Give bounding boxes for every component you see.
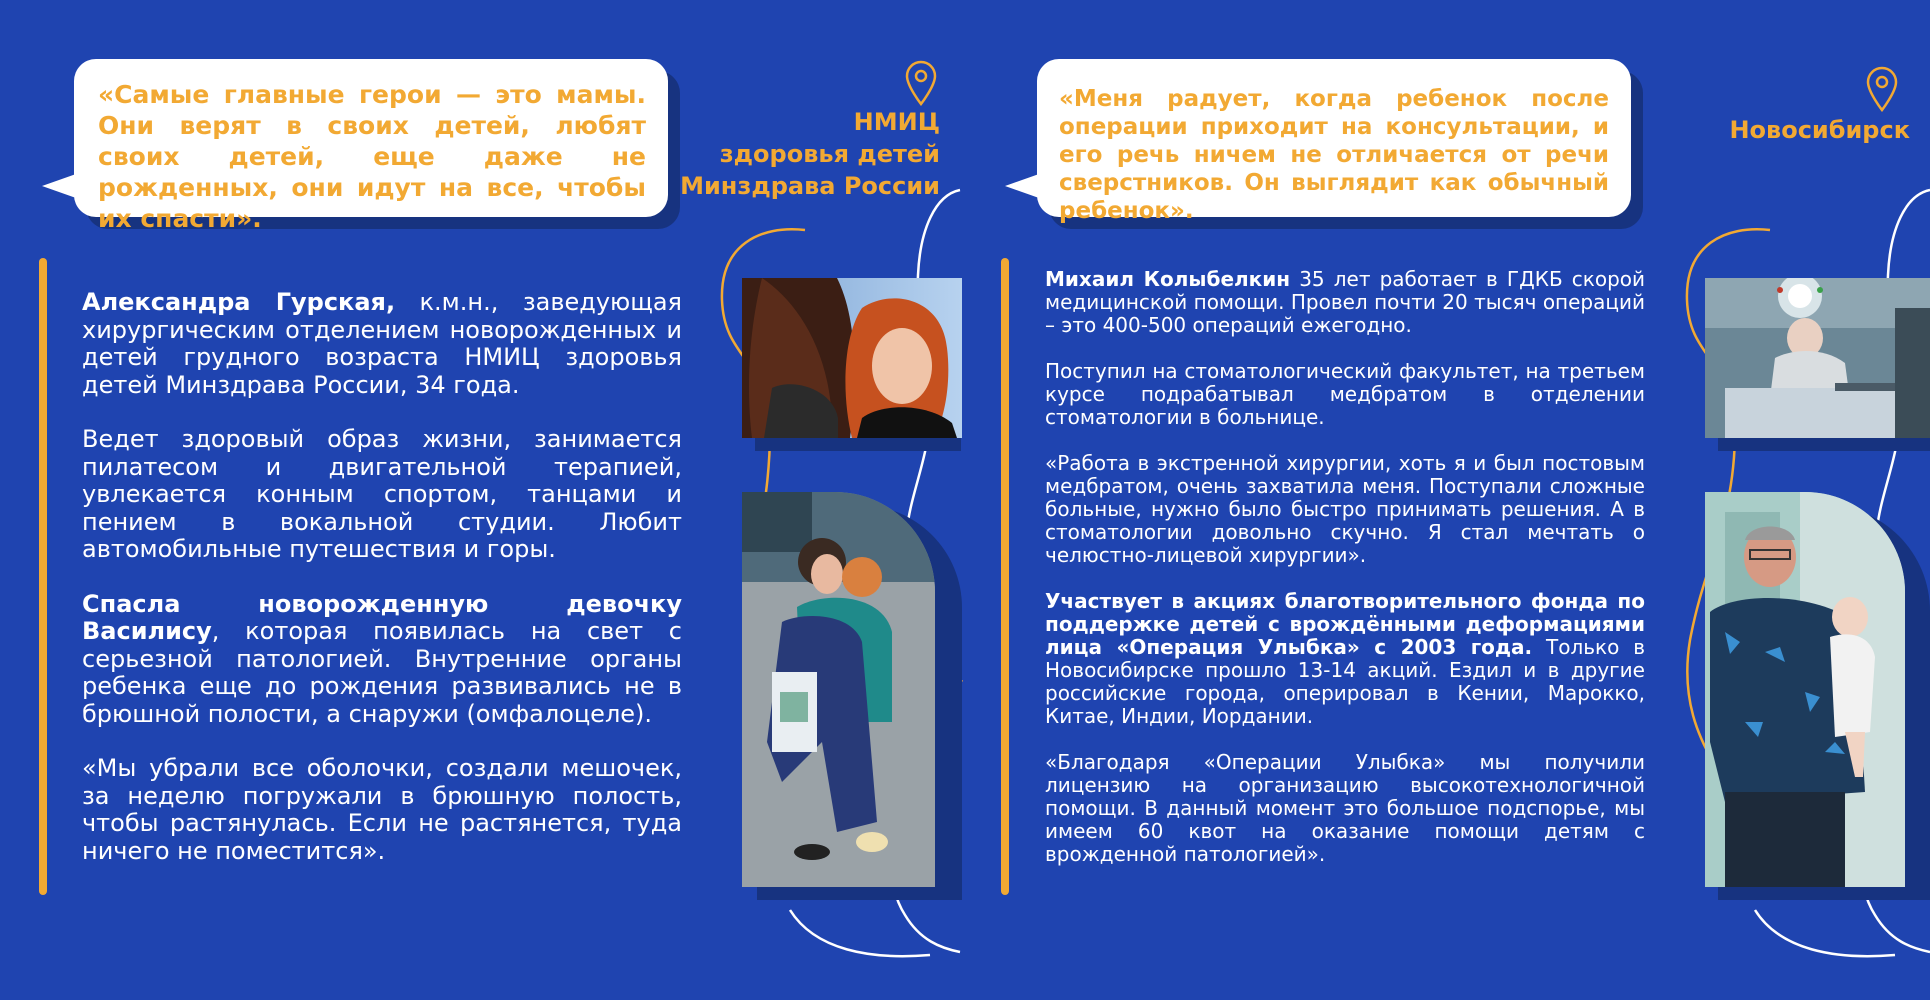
quote-bubble [74,59,668,233]
paragraph-text: Поступил на стоматологический факультет, на третьем курсе подрабатывал медбратом в отделении стоматологии в больнице. [1045,359,1645,429]
photo-surgeon-operating [1705,278,1930,438]
bio-paragraph [82,426,682,564]
paragraph-text: «Работа в экстренной хирургии, хоть я и был постовым медбратом, очень захватила меня. Поступали сложные больные, нужно было быстро принимать решения. А в стоматологии довольно скучно. Я стал мечтать о челюстно-лицевой хирургии». [1045,451,1645,567]
location-line: Новосибирск [1729,116,1910,144]
bio-paragraph [1045,268,1645,337]
bio-paragraph [1045,360,1645,429]
photo-woman-with-child [742,492,935,887]
location-line: НМИЦ [853,108,940,136]
quote-text: «Меня радует, когда ребенок после операции приходит на консультации, и его речь ничем не отличается от речи сверстников. Он выглядит как обычный ребенок». [1059,86,1609,224]
highlight-text: Спасла новорожденную девочку Василису [82,589,682,645]
location-line: Минздрава России [680,172,940,200]
location-pin-icon [1865,66,1899,112]
photo-woman-with-horse [742,278,962,438]
bio-paragraph [82,591,682,729]
accent-bar [39,258,47,895]
quote-text: «Самые главные герои — это мамы. Они верят в своих детей, любят своих детей, еще даже не рожденных, они идут на все, чтобы их спасти». [98,80,646,233]
paragraph-text: к.м.н., заведующая хирургическим отделением новорожденных и детей грудного возраста НМИЦ здоровья детей Минздрава России, 34 года. [82,288,682,399]
bio-text [1045,268,1645,889]
location-label [1620,114,1910,146]
paragraph-text: Ведет здоровый образ жизни, занимается пилатесом и двигательной терапией, увлекается конным спортом, танцами и пением в вокальной студии. Любит автомобильные путешествия и горы. [82,425,682,563]
paragraph-text: Только в Новосибирске прошло 13-14 акций. Ездил и в другие российские города, оперировал в Кении, Марокко, Китае, Индии, Иордании. [1045,635,1645,728]
paragraph-text: 35 лет работает в ГДКБ скорой медицинской помощи. Провел почти 20 тысяч операций – это 400-500 операций ежегодно. [1045,267,1645,337]
quote-bubble-tail [1005,174,1039,198]
bio-text [82,289,682,892]
paragraph-text: , которая появилась на свет с серьезной патологией. Внутренние органы ребенка еще до рождения развивались не в брюшной полости, а снаружи (омфалоцеле). [82,617,682,728]
location-pin-icon [904,60,938,106]
paragraph-text: «Благодаря «Операции Улыбка» мы получили лицензию на организацию высокотехнологичной помощи. В данный момент это большое подспорье, мы имеем 60 квот на оказание помощи детям с врожденной патологией». [1045,750,1645,866]
bio-paragraph [82,755,682,865]
location-line: здоровья детей [719,140,940,168]
location-label [640,106,940,202]
bio-paragraph [1045,452,1645,567]
quote-bubble [1037,59,1631,224]
photo-doctor-with-baby [1705,492,1905,887]
bio-paragraph [82,289,682,399]
quote-bubble-tail [42,174,76,198]
accent-bar [1001,258,1009,895]
bio-paragraph [1045,590,1645,728]
highlight-text: Александра Гурская, [82,288,396,316]
highlight-text: Участвует в акциях благотворительного фонда по поддержке детей с врождёнными деформациями лица «Операция Улыбка» с 2003 года. [1045,589,1645,659]
highlight-text: Михаил Колыбелкин [1045,267,1291,291]
paragraph-text: «Мы убрали все оболочки, создали мешочек, за неделю погружали в брюшную полость, чтобы растянулась. Если не растянется, туда ничего не поместится». [82,754,682,865]
bio-paragraph [1045,751,1645,866]
